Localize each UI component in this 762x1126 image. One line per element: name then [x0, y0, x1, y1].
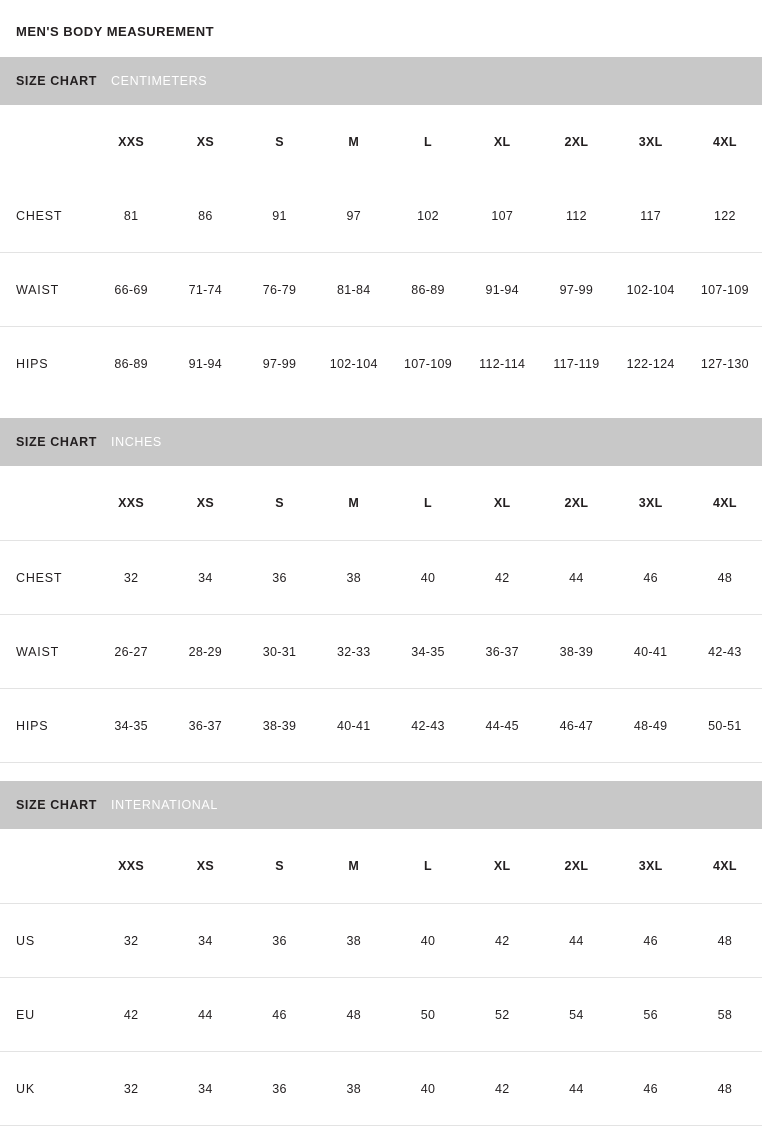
cell-value: 28-29 [168, 615, 242, 689]
cell-value: 107 [465, 179, 539, 253]
column-header-xs: XS [168, 466, 242, 541]
column-header-2xl: 2XL [539, 466, 613, 541]
column-header-blank [0, 466, 94, 541]
table-row [0, 1052, 762, 1126]
column-header-2xl: 2XL [539, 829, 613, 904]
row-label-chest: CHEST [0, 541, 94, 615]
cell-value: 40 [391, 541, 465, 615]
cell-value: 46-47 [539, 689, 613, 763]
table-row [0, 179, 762, 253]
cell-value: 40-41 [614, 615, 688, 689]
cell-value: 86 [168, 179, 242, 253]
column-header-4xl: 4XL [712, 135, 737, 149]
cell-value: 76-79 [242, 253, 316, 327]
table-header-row [0, 466, 762, 541]
cell-value: 44 [539, 541, 613, 615]
cell-value: 107-109 [403, 356, 452, 371]
cell-value: 46 [614, 541, 688, 615]
size-chart-section-international [0, 781, 762, 1126]
table-header-row [0, 829, 762, 904]
column-header-m: M [317, 829, 391, 904]
table-row [0, 904, 762, 978]
cell-value: 34-35 [391, 615, 465, 689]
cell-value: 42 [465, 904, 539, 978]
cell-value: 50-51 [688, 689, 762, 763]
cell-value: 32 [94, 1052, 168, 1126]
section-header-inches [0, 418, 762, 466]
cell-value: 38 [317, 904, 391, 978]
cell-value: 52 [465, 978, 539, 1052]
cell-value: 42-43 [688, 615, 762, 689]
section-header-unit: INTERNATIONAL [111, 798, 218, 812]
cell-value: 91-94 [188, 356, 223, 371]
column-header-4xl: 4XL [688, 466, 762, 541]
column-header-l: L [424, 135, 432, 149]
column-header-s: S [275, 135, 284, 149]
cell-value: 32-33 [317, 615, 391, 689]
column-header-l: L [391, 829, 465, 904]
table-head [0, 466, 762, 541]
size-chart-section-centimeters [0, 57, 762, 400]
size-chart-section-inches [0, 418, 762, 763]
column-header-xs: XS [196, 135, 214, 149]
cell-value: 50 [391, 978, 465, 1052]
cell-value: 36-37 [465, 615, 539, 689]
row-label-waist: WAIST [0, 253, 94, 327]
cell-value: 66-69 [94, 253, 168, 327]
cell-value: 112-114 [479, 356, 526, 371]
cell-value: 36 [242, 541, 316, 615]
cell-value: 117 [614, 179, 688, 253]
cell-value: 46 [242, 978, 316, 1052]
cell-value: 38 [317, 541, 391, 615]
column-header-s: S [242, 829, 316, 904]
table-head [0, 829, 762, 904]
table-row [0, 689, 762, 763]
cell-value: 102 [391, 179, 465, 253]
cell-value: 44 [539, 904, 613, 978]
cell-value: 40 [391, 904, 465, 978]
cell-value: 117-119 [553, 356, 600, 371]
row-label-chest: CHEST [0, 179, 94, 253]
table-row [0, 978, 762, 1052]
column-header-m: M [348, 135, 360, 149]
table-head [0, 105, 762, 179]
section-header-unit: CENTIMETERS [111, 74, 208, 88]
table-row [0, 327, 762, 401]
cell-value: 30-31 [242, 615, 316, 689]
cell-value: 102-104 [329, 356, 378, 371]
cell-value: 42 [465, 541, 539, 615]
table-body [0, 904, 762, 1126]
cell-value: 102-104 [614, 253, 688, 327]
cell-value: 127-130 [700, 356, 749, 371]
page-title: MEN'S BODY MEASUREMENT [16, 24, 215, 39]
cell-value: 42-43 [391, 689, 465, 763]
column-header-3xl: 3XL [638, 135, 663, 149]
column-header-2xl: 2XL [564, 135, 589, 149]
cell-value: 34 [168, 904, 242, 978]
cell-value: 48 [317, 978, 391, 1052]
column-header-3xl: 3XL [614, 829, 688, 904]
cell-value: 48 [688, 1052, 762, 1126]
row-label-uk: UK [0, 1052, 94, 1126]
cell-value: 40-41 [317, 689, 391, 763]
cell-value: 86-89 [114, 356, 148, 371]
row-label-hips: HIPS [16, 356, 49, 371]
cell-value: 48 [688, 541, 762, 615]
column-header-xl: XL [493, 135, 511, 149]
column-header-xxs: XXS [94, 829, 168, 904]
cell-value: 34 [168, 541, 242, 615]
column-header-l: L [391, 466, 465, 541]
section-header-label: SIZE CHART [16, 798, 97, 812]
column-header-blank [0, 105, 94, 179]
cell-value: 26-27 [94, 615, 168, 689]
section-header-label: SIZE CHART [16, 74, 97, 88]
cell-value: 38-39 [242, 689, 316, 763]
cell-value: 86-89 [391, 253, 465, 327]
cell-value: 54 [539, 978, 613, 1052]
column-header-m: M [317, 466, 391, 541]
row-label-waist: WAIST [0, 615, 94, 689]
cell-value: 40 [391, 1052, 465, 1126]
cell-value: 46 [614, 1052, 688, 1126]
cell-value: 81 [94, 179, 168, 253]
size-table-international [0, 829, 762, 1126]
table-row [0, 253, 762, 327]
column-header-xs: XS [168, 829, 242, 904]
section-header-unit: INCHES [111, 435, 162, 449]
cell-value: 58 [688, 978, 762, 1052]
section-header-centimeters [0, 57, 762, 105]
cell-value: 36 [242, 904, 316, 978]
cell-value: 34-35 [94, 689, 168, 763]
cell-value: 44-45 [465, 689, 539, 763]
cell-value: 42 [465, 1052, 539, 1126]
cell-value: 36 [242, 1052, 316, 1126]
cell-value: 32 [94, 541, 168, 615]
size-table-centimeters [0, 105, 762, 400]
table-row [0, 541, 762, 615]
cell-value: 97-99 [262, 356, 297, 371]
cell-value: 48-49 [614, 689, 688, 763]
cell-value: 122 [688, 179, 762, 253]
cell-value: 122-124 [626, 356, 675, 371]
cell-value: 46 [614, 904, 688, 978]
column-header-blank [0, 829, 94, 904]
table-header-row [0, 105, 762, 179]
cell-value: 44 [539, 1052, 613, 1126]
cell-value: 56 [614, 978, 688, 1052]
column-header-3xl: 3XL [614, 466, 688, 541]
cell-value: 38-39 [539, 615, 613, 689]
column-header-xl: XL [465, 466, 539, 541]
cell-value: 107-109 [688, 253, 762, 327]
column-header-s: S [242, 466, 316, 541]
cell-value: 112 [539, 179, 613, 253]
column-header-xxs: XXS [118, 135, 145, 149]
cell-value: 32 [94, 904, 168, 978]
column-header-4xl: 4XL [688, 829, 762, 904]
cell-value: 91-94 [465, 253, 539, 327]
cell-value: 34 [168, 1052, 242, 1126]
cell-value: 42 [94, 978, 168, 1052]
row-label-us: US [0, 904, 94, 978]
section-header-international [0, 781, 762, 829]
table-body [0, 541, 762, 763]
table-row [0, 615, 762, 689]
column-header-xxs: XXS [94, 466, 168, 541]
cell-value: 97 [317, 179, 391, 253]
cell-value: 38 [317, 1052, 391, 1126]
cell-value: 81-84 [317, 253, 391, 327]
cell-value: 91 [242, 179, 316, 253]
cell-value: 71-74 [168, 253, 242, 327]
cell-value: 48 [688, 904, 762, 978]
cell-value: 97-99 [539, 253, 613, 327]
cell-value: 44 [168, 978, 242, 1052]
cell-value: 36-37 [168, 689, 242, 763]
section-header-label: SIZE CHART [16, 435, 97, 449]
table-body [0, 179, 762, 400]
column-header-xl: XL [465, 829, 539, 904]
size-table-inches [0, 466, 762, 763]
row-label-hips: HIPS [0, 689, 94, 763]
row-label-eu: EU [0, 978, 94, 1052]
